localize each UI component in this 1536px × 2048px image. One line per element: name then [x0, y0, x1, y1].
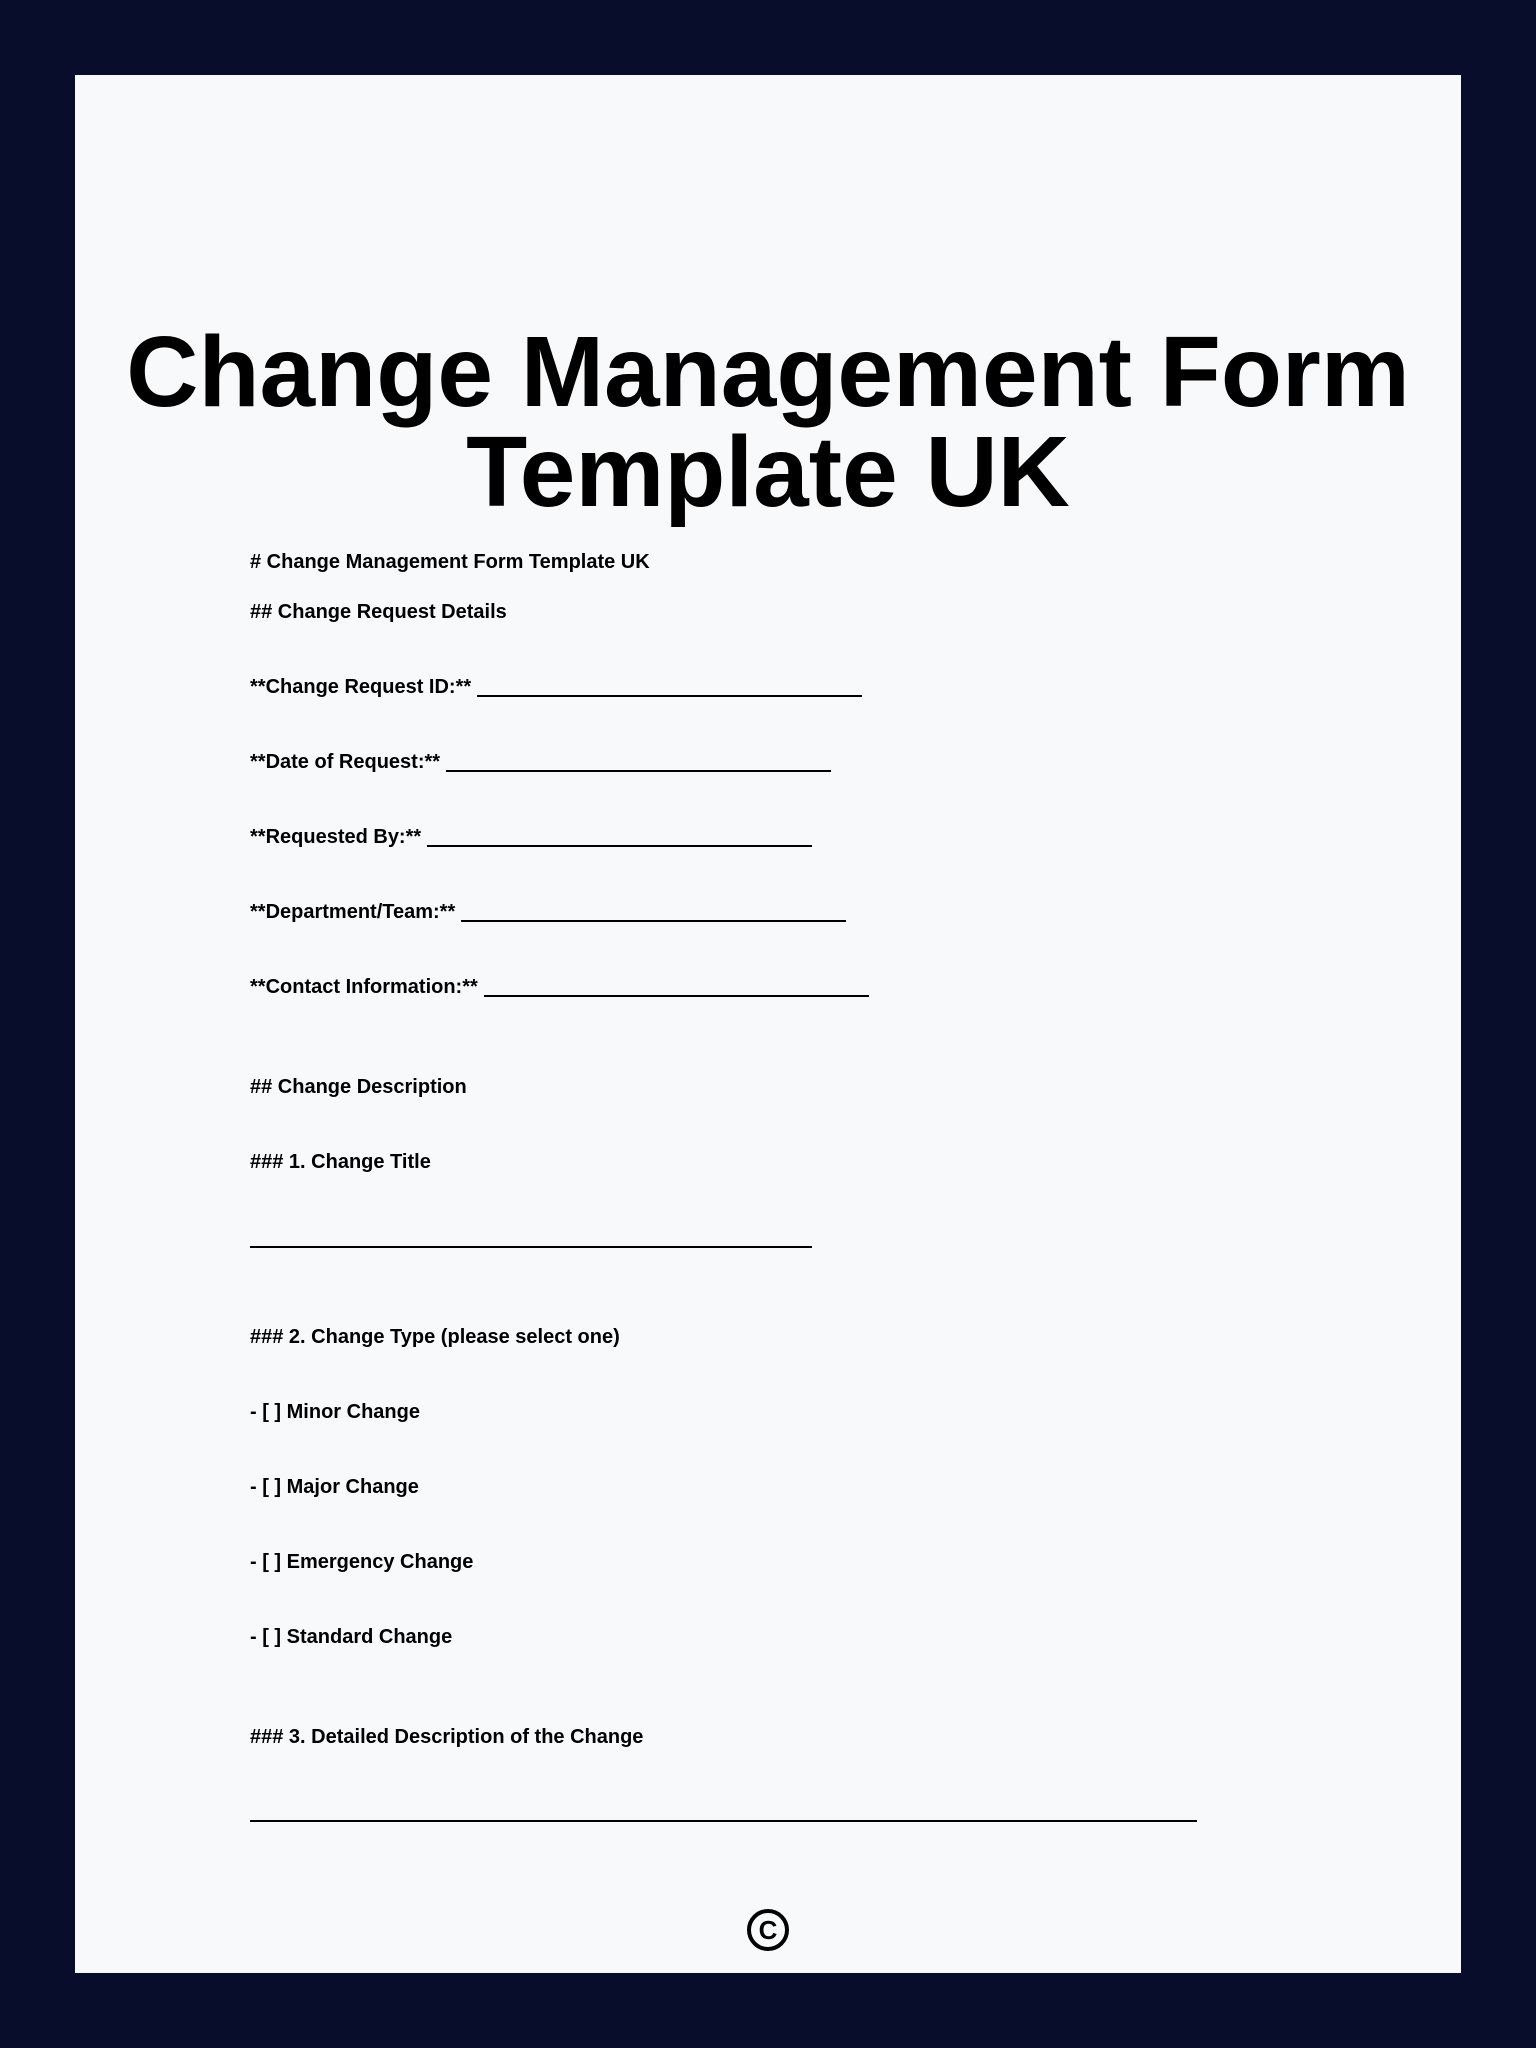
checkbox-item-minor-change[interactable]: - [ ] Minor Change: [250, 1401, 420, 1423]
field-label: **Department/Team:**: [250, 901, 456, 923]
heading-change-title: ### 1. Change Title: [250, 1151, 431, 1173]
field-date-of-request: [250, 750, 831, 774]
section-heading-change-description: ## Change Description: [250, 1076, 467, 1098]
checkbox-item-major-change[interactable]: - [ ] Major Change: [250, 1476, 419, 1498]
field-requested-by: [250, 825, 812, 849]
title-line-2: Template UK: [466, 416, 1070, 528]
fill-in-blank[interactable]: [477, 695, 862, 697]
document-page: [75, 75, 1461, 1973]
section-heading-request-details: ## Change Request Details: [250, 601, 507, 623]
detailed-description-blank[interactable]: [250, 1820, 1197, 1822]
field-label: **Change Request ID:**: [250, 676, 472, 698]
change-title-blank[interactable]: [250, 1246, 812, 1248]
field-change-request-id: [250, 675, 862, 699]
document-title: [75, 316, 1461, 528]
field-label: **Requested By:**: [250, 826, 422, 848]
field-label: **Date of Request:**: [250, 751, 441, 773]
field-contact-information: [250, 975, 869, 999]
fill-in-blank[interactable]: [461, 920, 846, 922]
checkbox-item-standard-change[interactable]: - [ ] Standard Change: [250, 1626, 453, 1648]
copyright-symbol: C: [747, 1909, 789, 1951]
field-label: **Contact Information:**: [250, 976, 478, 998]
fill-in-blank[interactable]: [446, 770, 831, 772]
field-department-team: [250, 900, 846, 924]
title-line-1: Change Management Form: [126, 316, 1410, 428]
heading-detailed-description: ### 3. Detailed Description of the Change: [250, 1726, 644, 1748]
checkbox-item-emergency-change[interactable]: - [ ] Emergency Change: [250, 1551, 474, 1573]
fill-in-blank[interactable]: [427, 845, 812, 847]
markdown-h1: # Change Management Form Template UK: [250, 551, 650, 573]
heading-change-type: ### 2. Change Type (please select one): [250, 1326, 620, 1348]
copyright-icon: [75, 1898, 1461, 1951]
fill-in-blank[interactable]: [484, 995, 869, 997]
